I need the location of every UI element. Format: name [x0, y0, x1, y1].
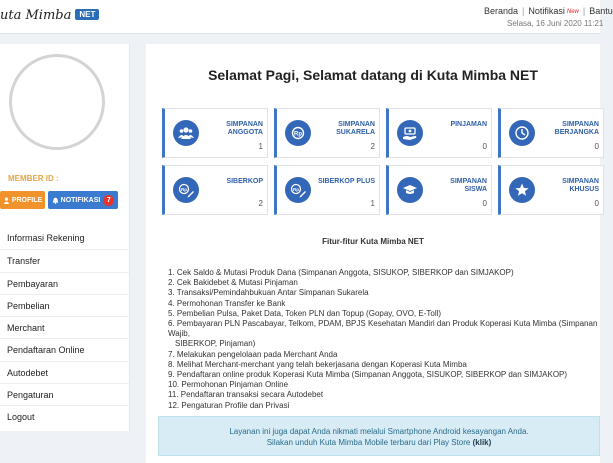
group-icon	[173, 120, 199, 146]
list-item: 1. Cek Saldo & Mutasi Produk Dana (Simpanan Anggota, SISUKOP, SIBERKOP dan SIMJAKOP)	[168, 268, 514, 277]
list-item: 5. Pembelian Pulsa, Paket Data, Token PLN dan Topup (Gopay, OVO, E-Toll)	[168, 308, 442, 318]
list-item: SIBERKOP, Pinjaman)	[175, 339, 256, 349]
card-count: 1	[258, 142, 263, 151]
avatar	[9, 54, 105, 150]
sidebar-item-logout[interactable]: Logout	[0, 405, 130, 427]
coin-pen-icon	[285, 177, 311, 203]
card-title: SIBERKOP PLUS	[317, 178, 375, 185]
notification-button-label: NOTIFIKASI	[60, 196, 101, 204]
list-item: 2. Cek Bakidebet & Mutasi Pinjaman	[168, 278, 298, 288]
list-item: 11. Pendaftaran transaksi secara Autodebet	[168, 390, 324, 400]
new-badge: New	[566, 9, 579, 15]
list-item: 10. Permohonan Pinjaman Online	[168, 380, 289, 390]
features-title: Fitur-fitur Kuta Mimba NET	[322, 237, 424, 246]
card-title: SIMPANAN SISWA	[450, 178, 487, 193]
card-count: 1	[370, 199, 375, 208]
top-nav	[484, 6, 613, 16]
hand-money-icon	[397, 120, 423, 146]
card-title: SIMPANAN SUKARELA	[336, 121, 375, 136]
profile-button[interactable]	[0, 191, 45, 209]
play-store-link[interactable]: (klik)	[472, 438, 492, 447]
sidebar	[0, 44, 130, 431]
card-count: 0	[594, 142, 599, 151]
card-title: SIBERKOP	[226, 178, 263, 185]
features-list	[168, 268, 598, 411]
current-date: Selasa, 16 Juni 2020 11:21	[507, 19, 604, 28]
card-pinjaman[interactable]	[386, 108, 492, 158]
mobile-app-info-box	[158, 416, 600, 456]
sidebar-item-pendaftaran-online[interactable]: Pendaftaran Online	[0, 338, 130, 360]
list-item: 9. Pendaftaran online produk Koperasi Kuta Mimba (Simpanan Anggota, SISUKOP, SIBERKOP dan SIMJAKOP)	[168, 370, 568, 380]
app-logo[interactable]	[0, 8, 99, 23]
sidebar-item-pembelian[interactable]: Pembelian	[0, 294, 130, 316]
list-item: 8. Melihat Merchant-merchant yang telah bekerjasana dengan Koperasi Kuta Mimba	[168, 359, 467, 369]
profile-button-label: PROFILE	[11, 196, 43, 204]
card-count: 0	[482, 199, 487, 208]
list-item: 12. Pengaturan Profile dan Privasi	[168, 400, 290, 410]
card-simpanan-sukarela[interactable]	[274, 108, 380, 158]
list-item: 4. Permohonan Transfer ke Bank	[168, 298, 286, 308]
nav-notifikasi[interactable]: Notifikasi	[528, 6, 565, 16]
info-line-2	[159, 437, 599, 448]
page-title: Selamat Pagi, Selamat datang di Kuta Mimba NET	[208, 67, 538, 83]
card-simpanan-khusus[interactable]	[498, 165, 604, 215]
sidebar-menu	[0, 227, 130, 428]
card-count: 2	[258, 199, 263, 208]
logo-badge: NET	[75, 9, 99, 20]
list-item: 7. Melakukan pengelolaan pada Merchant Anda	[168, 349, 338, 359]
svg-text:Rp: Rp	[181, 187, 187, 192]
sidebar-item-merchant[interactable]: Merchant	[0, 316, 130, 338]
card-simpanan-anggota[interactable]	[162, 108, 268, 158]
nav-bantuan[interactable]: Bantu	[589, 6, 613, 16]
card-count: 0	[594, 199, 599, 208]
sidebar-item-pembayaran[interactable]: Pembayaran	[0, 272, 130, 294]
card-title: PINJAMAN	[450, 121, 487, 128]
star-icon	[509, 177, 535, 203]
nav-beranda[interactable]: Beranda	[484, 6, 519, 16]
nav-separator: |	[522, 6, 525, 16]
card-siberkop-plus[interactable]	[274, 165, 380, 215]
top-header	[0, 0, 613, 34]
card-count: 2	[370, 142, 375, 151]
info-line-1: Layanan ini juga dapat Anda nikmati melalui Smartphone Android kesayangan Anda.	[229, 427, 529, 436]
svg-text:Rp: Rp	[294, 131, 302, 138]
card-siberkop[interactable]	[162, 165, 268, 215]
money-icon	[285, 120, 311, 146]
info-line-2-text: Silakan unduh Kuta Mimba Mobile terbaru dari Play Store	[266, 438, 471, 447]
sidebar-item-autodebet[interactable]: Autodebet	[0, 361, 130, 383]
member-id-label: MEMBER ID :	[8, 174, 59, 183]
sidebar-item-pengaturan[interactable]: Pengaturan	[0, 383, 130, 405]
main-panel	[146, 44, 600, 463]
notification-count-badge: 7	[103, 195, 114, 206]
coin-pen-icon	[173, 177, 199, 203]
svg-text:Rp: Rp	[293, 187, 299, 192]
graduation-cap-icon	[397, 177, 423, 203]
clock-money-icon	[509, 120, 535, 146]
card-title: SIMPANAN KHUSUS	[562, 178, 599, 193]
card-simpanan-berjangka[interactable]	[498, 108, 604, 158]
card-simpanan-siswa[interactable]	[386, 165, 492, 215]
user-icon	[3, 197, 10, 204]
card-count: 0	[482, 142, 487, 151]
list-item: 3. Transaksi/Pemindahbukuan Antar Simpanan Sukarela	[168, 288, 369, 298]
sidebar-item-transfer[interactable]: Transfer	[0, 249, 130, 271]
nav-separator: |	[582, 6, 586, 16]
logo-text: uta Mimba	[0, 8, 72, 23]
notification-button[interactable]	[48, 191, 118, 209]
list-item: 6. Pembayaran PLN Pascabayar, Telkom, PDAM, BPJS Kesehatan Mandiri dan Produk Koperasi Kuta Mimba (Simpanan Wajib,	[168, 319, 598, 339]
sidebar-item-informasi-rekening[interactable]: Informasi Rekening	[7, 233, 85, 243]
card-title: SIMPANAN BERJANGKA	[554, 121, 599, 136]
card-title: SIMPANAN ANGGOTA	[226, 121, 263, 136]
bell-icon	[52, 197, 59, 204]
